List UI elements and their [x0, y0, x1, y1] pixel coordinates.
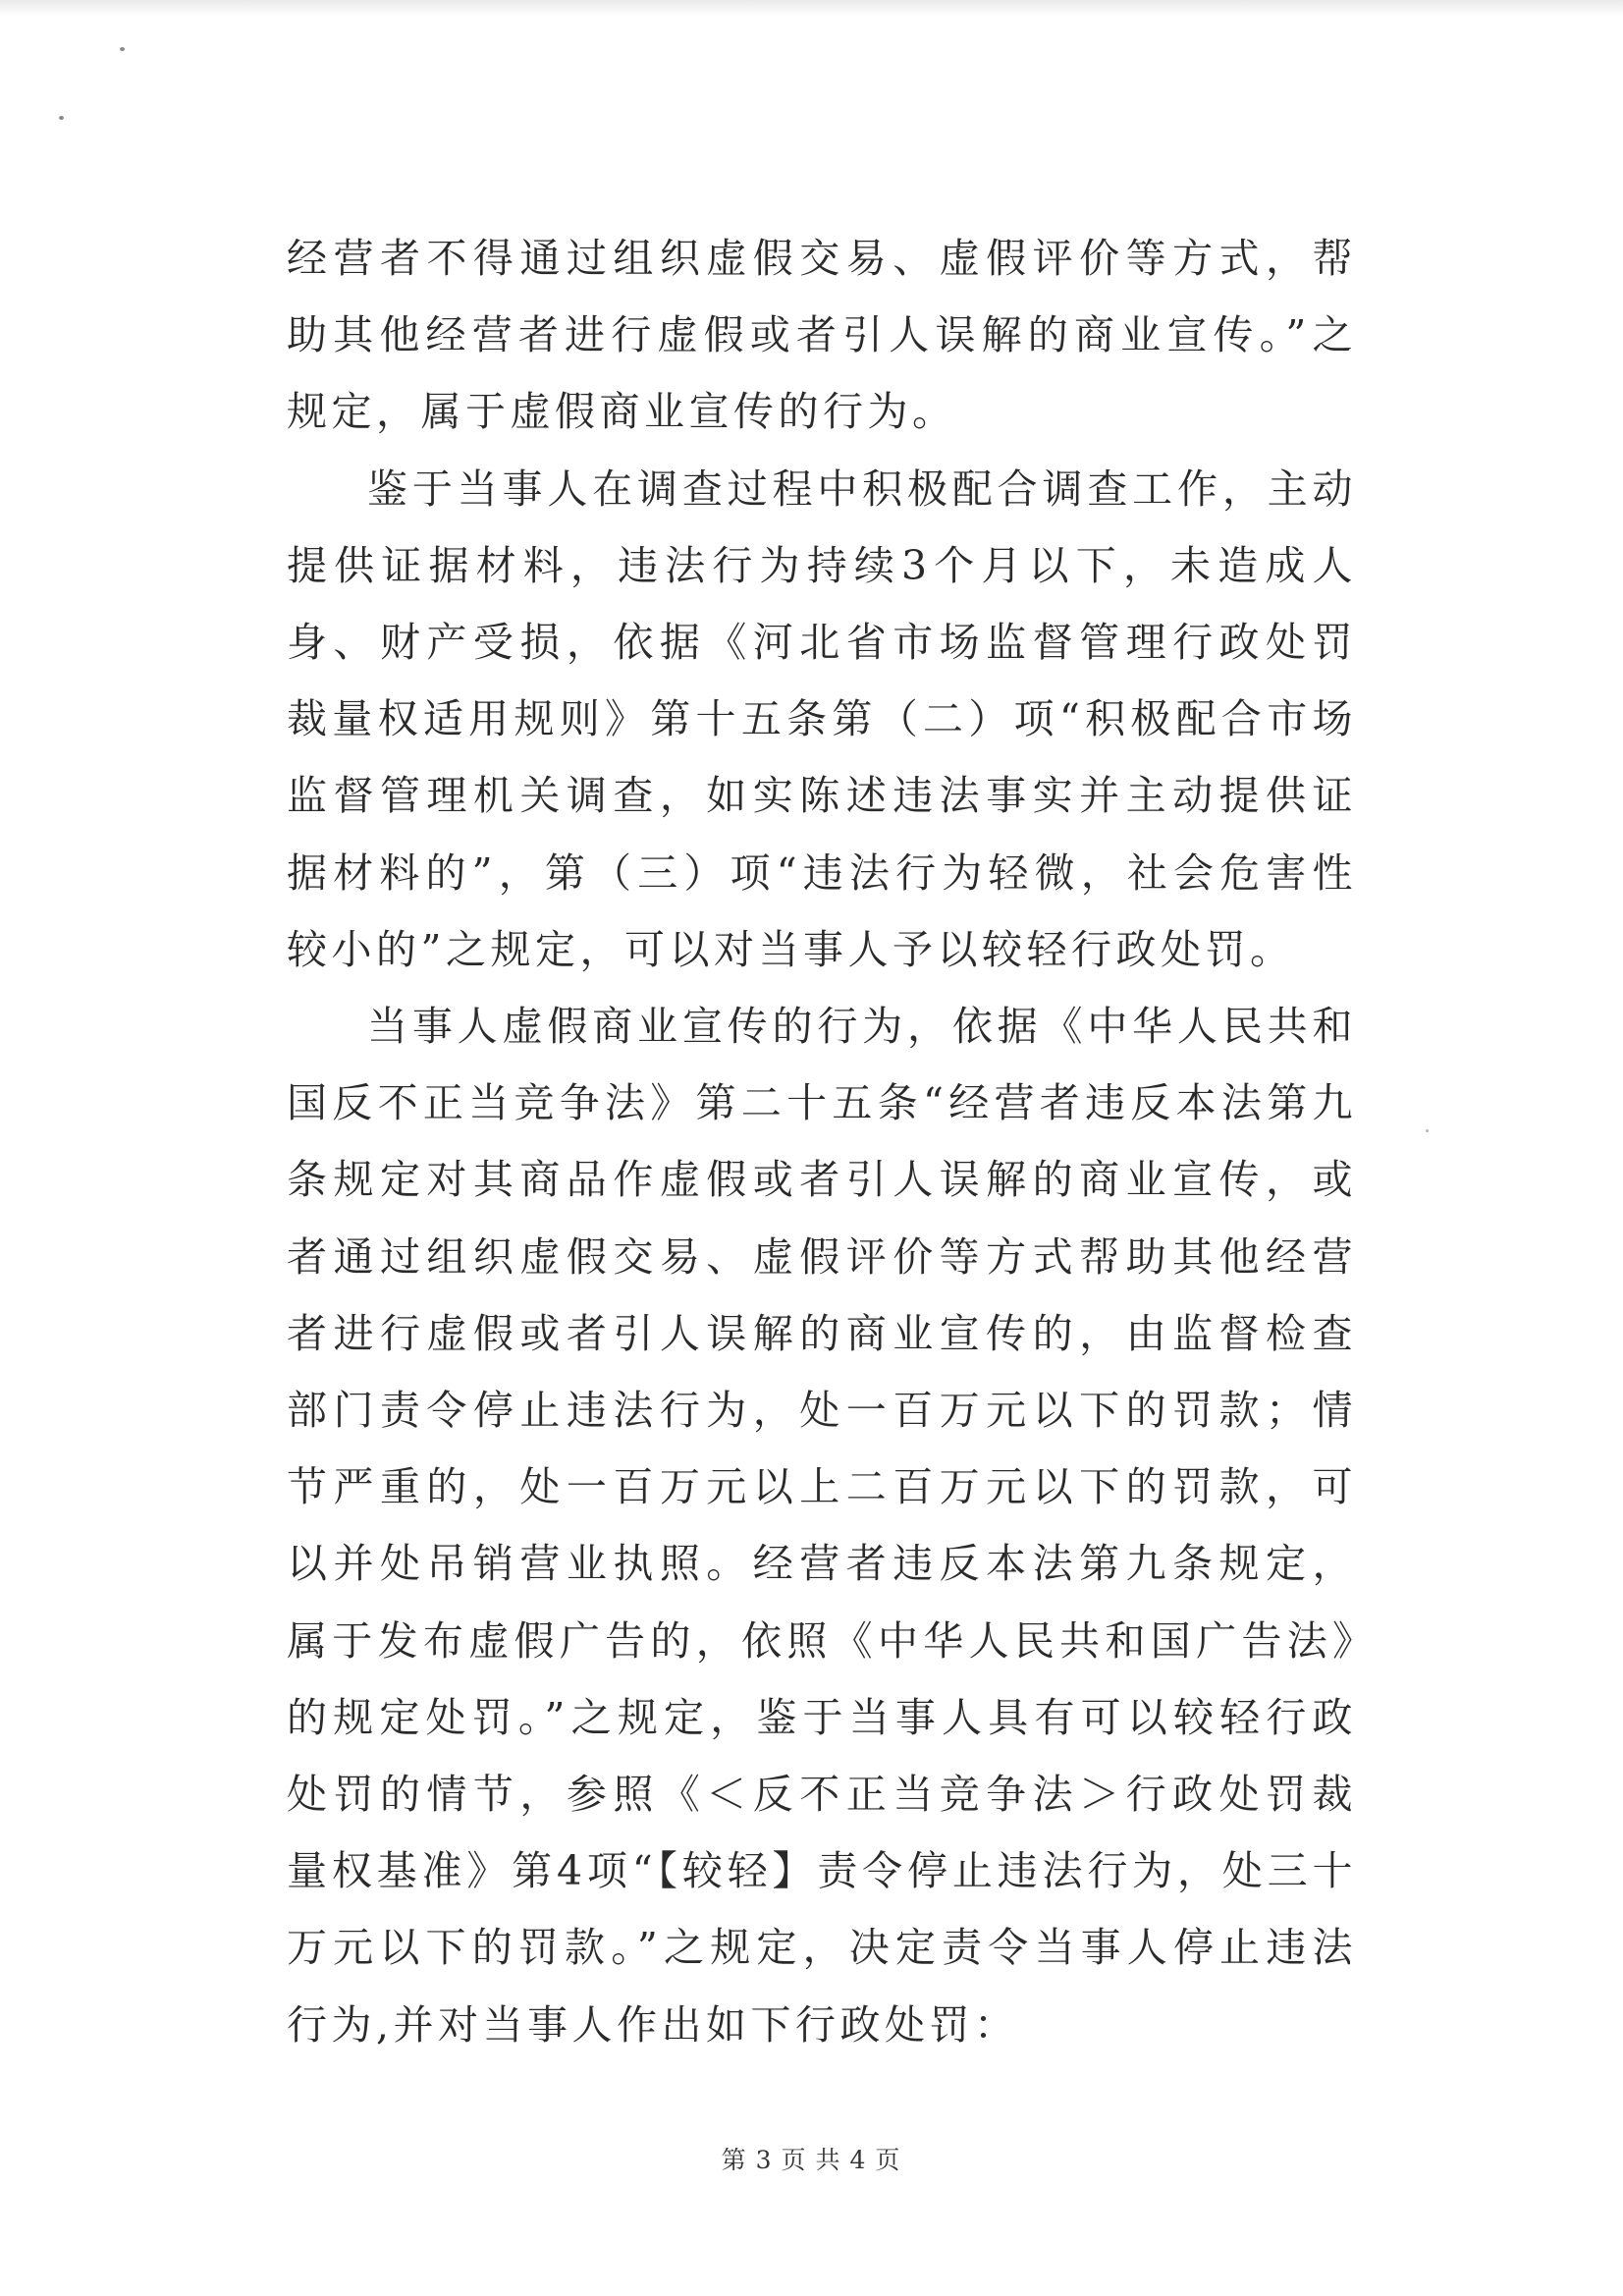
page-label: 第: [721, 2146, 748, 2174]
scan-edge-shadow: [0, 0, 1623, 16]
scan-speck: [1426, 1129, 1429, 1132]
paragraph-penalty-basis: 当事人虚假商业宣传的行为，依据《中华人民共和国反不正当竞争法》第二十五条“经营者违反本法第九条规定对其商品作虚假或者引人误解的商业宣传，或者通过组织虚假交易、虚假评价等方式帮助其他经营者进行虚假或者引人误解的商业宣传的，由监督检查部门责令停止违法行为，处一百万元以下的罚款；情节严重的，处一百万元以上二百万元以下的罚款，可以并处吊销营业执照。经营者违反本法第九条规定，属于发布虚假广告的，依照《中华人民共和国广告法》的规定处罚。”之规定，鉴于当事人具有可以较轻行政处罚的情节，参照《＜反不正当竞争法＞行政处罚裁量权基准》第4项“【较轻】责令停止违法行为，处三十万元以下的罚款。”之规定，决定责令当事人停止违法行为,并对当事人作出如下行政处罚：: [287, 1003, 1357, 2049]
total-page-number: 4: [849, 2146, 868, 2174]
total-label: 共: [815, 2146, 842, 2174]
scan-speck: [59, 116, 64, 120]
page-footer: [0, 2141, 1623, 2176]
page-suffix: 页: [781, 2146, 808, 2174]
paragraph-mitigation: 鉴于当事人在调查过程中积极配合调查工作，主动提供证据材料，违法行为持续3个月以下，未造成人身、财产受损，依据《河北省市场监督管理行政处罚裁量权适用规则》第十五条第（二）项“积极配合市场监督管理机关调查，如实陈述违法事实并主动提供证据材料的”，第（三）项“违法行为轻微，社会危害性较小的”之规定，可以对当事人予以较轻行政处罚。: [287, 465, 1357, 973]
document-body: [287, 220, 1357, 2063]
scan-speck: [120, 47, 125, 51]
total-suffix: 页: [875, 2146, 902, 2174]
paragraph-continuation: 经营者不得通过组织虚假交易、虚假评价等方式，帮助其他经营者进行虚假或者引人误解的商业宣传。”之规定，属于虚假商业宣传的行为。: [287, 235, 1357, 436]
current-page-number: 3: [755, 2146, 774, 2174]
